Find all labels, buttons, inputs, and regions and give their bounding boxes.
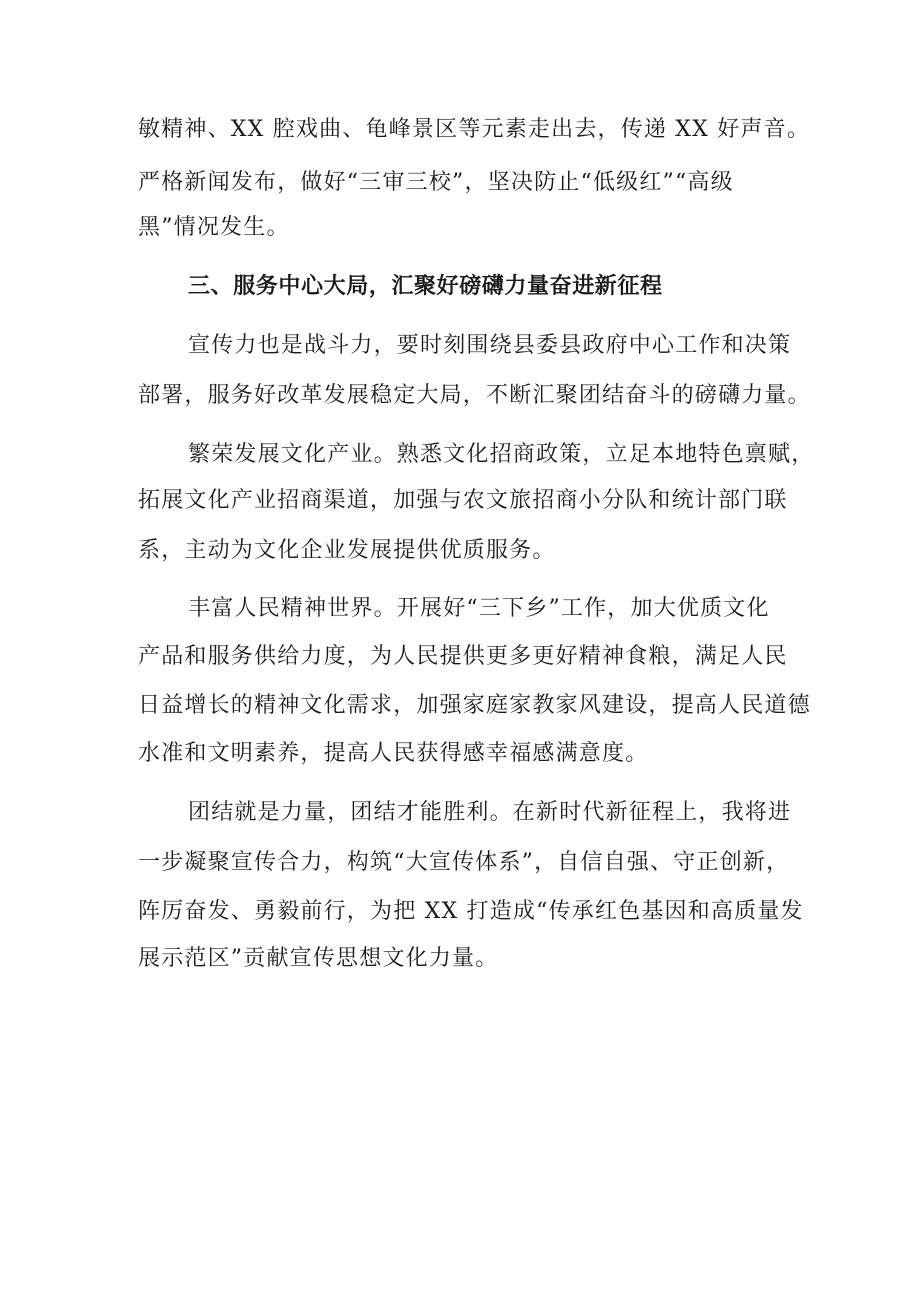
- text-line: 系，主动为文化企业发展提供优质服务。: [138, 538, 556, 563]
- text-line: 部署，服务好改革发展稳定大局，不断汇聚团结奋斗的磅礴力量。: [138, 383, 811, 408]
- text-line: 团结就是力量，团结才能胜利。在新时代新征程上，我将进: [188, 800, 792, 825]
- text-line: 繁荣发展文化产业。熟悉文化招商政策，立足本地特色禀赋，: [188, 442, 815, 467]
- text-line: 一步凝聚宣传合力，构筑“大宣传体系”，自信自强、守正创新，: [138, 850, 790, 875]
- text-line: 展示范区”贡献宣传思想文化力量。: [138, 946, 499, 971]
- text-line: 阵厉奋发、勇毅前行，为把 XX 打造成“传承红色基因和高质量发: [138, 899, 804, 924]
- text-line: 敏精神、XX 腔戏曲、龟峰景区等元素走出去，传递 XX 好声音。: [138, 117, 811, 142]
- text-line: 黑”情况发生。: [138, 215, 290, 240]
- section-heading: 三、服务中心大局，汇聚好磅礴力量奋进新征程: [188, 274, 663, 299]
- text-line: 丰富人民精神世界。开展好“三下乡”工作，加大优质文化: [188, 596, 770, 621]
- text-line: 水准和文明素养，提高人民获得感幸福感满意度。: [138, 741, 649, 766]
- text-line: 产品和服务供给力度，为人民提供更多更好精神食粮，满足人民: [138, 644, 788, 669]
- text-line: 宣传力也是战斗力，要时刻围绕县委县政府中心工作和决策: [188, 333, 792, 358]
- text-line: 拓展文化产业招商渠道，加强与农文旅招商小分队和统计部门联: [138, 488, 788, 513]
- text-line: 严格新闻发布，做好“三审三校”，坚决防止“低级红”“高级: [138, 170, 734, 195]
- text-line: 日益增长的精神文化需求，加强家庭家教家风建设，提高人民道德: [138, 693, 811, 718]
